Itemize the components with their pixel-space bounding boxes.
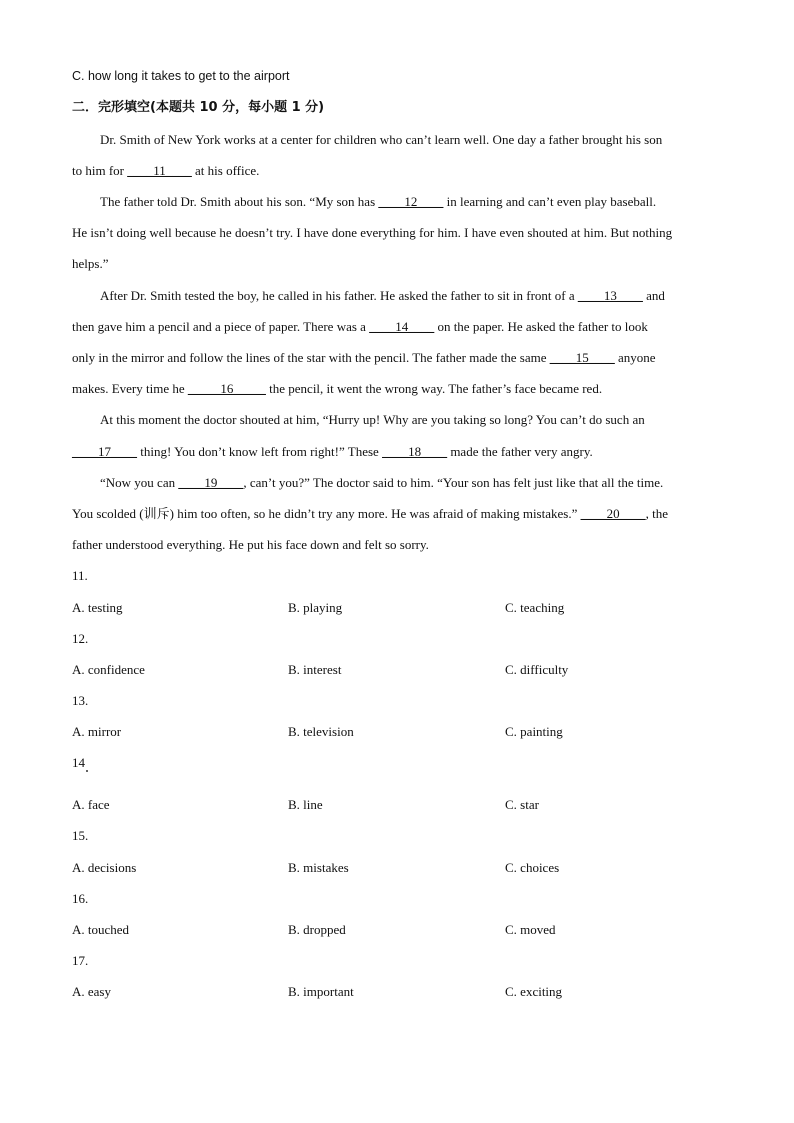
- passage-text: At this moment the doctor shouted at him, “Hurry up! Why are you taking so long? You can’t do such an: [100, 412, 645, 427]
- blank-11: ____11____: [127, 163, 192, 178]
- blank-12: ____12____: [378, 194, 444, 209]
- option-c[interactable]: C. moved: [505, 922, 556, 937]
- question-number: 16.: [72, 891, 89, 906]
- passage-text: thing! You don’t know left from right!” These: [137, 444, 383, 459]
- passage-text: in learning and can’t even play baseball.: [443, 194, 657, 209]
- passage-line: [72, 256, 108, 272]
- blank-13: ____13____: [577, 288, 643, 303]
- option-b[interactable]: B. dropped: [288, 922, 346, 937]
- passage-text: makes. Every time he: [72, 381, 188, 396]
- option-a[interactable]: A. face: [72, 797, 110, 812]
- passage-line: [72, 350, 656, 366]
- option-b[interactable]: B. interest: [288, 662, 342, 677]
- passage-text: and: [642, 288, 665, 303]
- passage-text: , the: [645, 506, 668, 521]
- blank-18: ____18____: [382, 444, 448, 459]
- passage-line: [72, 537, 429, 553]
- passage-line: [72, 444, 593, 460]
- passage-line: [100, 132, 662, 148]
- passage-line: [100, 194, 656, 210]
- passage-text: then gave him a pencil and a piece of paper. There was a: [72, 319, 370, 334]
- option-c[interactable]: C. difficulty: [505, 662, 569, 677]
- passage-text: the pencil, it went the wrong way. The father’s face became red.: [265, 381, 603, 396]
- option-c[interactable]: C. teaching: [505, 600, 565, 615]
- option-a[interactable]: A. easy: [72, 984, 111, 999]
- option-b[interactable]: B. television: [288, 724, 354, 739]
- option-a[interactable]: A. testing: [72, 600, 123, 615]
- option-c[interactable]: C. star: [505, 797, 539, 812]
- question-number: 12.: [72, 631, 89, 646]
- passage-text: Dr. Smith of New York works at a center for children who can’t learn well. One day a father brought his son: [100, 132, 663, 147]
- option-a[interactable]: A. confidence: [72, 662, 145, 677]
- passage-text: father understood everything. He put his face down and felt so sorry.: [72, 537, 429, 552]
- blank-17: ____17____: [72, 444, 137, 459]
- question-number: 11.: [72, 568, 88, 583]
- option-c[interactable]: C. exciting: [505, 984, 563, 999]
- option-b[interactable]: B. mistakes: [288, 860, 349, 875]
- option-a[interactable]: A. touched: [72, 922, 130, 937]
- passage-line: [72, 506, 668, 522]
- option-a[interactable]: A. decisions: [72, 860, 137, 875]
- passage-text: anyone: [614, 350, 656, 365]
- passage-line: [72, 319, 648, 335]
- passage-text: The father told Dr. Smith about his son. “My son has: [100, 194, 379, 209]
- passage-text: , can’t you?” The doctor said to him. “Your son has felt just like that all the time.: [243, 475, 664, 490]
- section-title: 二．完形填空(本题共 10 分，每小题 1 分): [72, 100, 325, 115]
- passage-text: only in the mirror and follow the lines of the star with the pencil. The father made the same: [72, 350, 550, 365]
- blank-14: ____14____: [369, 319, 435, 334]
- passage-text: on the paper. He asked the father to look: [434, 319, 648, 334]
- passage-text: After Dr. Smith tested the boy, he called in his father. He asked the father to sit in front of a: [100, 288, 578, 303]
- question-number: 15.: [72, 828, 89, 843]
- passage-text: He isn’t doing well because he doesn’t try. I have done everything for him. I have even shouted at him. But nothing: [72, 225, 673, 240]
- question-number: 13.: [72, 693, 89, 708]
- passage-line: [100, 412, 645, 428]
- option-c[interactable]: C. choices: [505, 860, 560, 875]
- passage-line: [100, 475, 663, 491]
- passage-text: at his office.: [191, 163, 260, 178]
- passage-text: You scolded (训斥) him too often, so he didn’t try any more. He was afraid of making mistakes.”: [72, 506, 581, 521]
- question-number: 14: [72, 755, 85, 770]
- passage-line: [100, 288, 665, 304]
- option-b[interactable]: B. important: [288, 984, 354, 999]
- option-a[interactable]: A. mirror: [72, 724, 122, 739]
- blank-16: _____16_____: [187, 381, 266, 396]
- passage-line: [72, 163, 259, 179]
- option-b[interactable]: B. line: [288, 797, 323, 812]
- blank-20: ____20____: [580, 506, 646, 521]
- passage-line: [72, 225, 672, 241]
- blank-15: ____15____: [549, 350, 615, 365]
- passage-text: made the father very angry.: [447, 444, 593, 459]
- option-c[interactable]: C. painting: [505, 724, 563, 739]
- blank-19: ____19____: [178, 475, 244, 490]
- question-number: 17.: [72, 953, 89, 968]
- stray-dot: [86, 770, 88, 772]
- passage-text: to him for: [72, 163, 128, 178]
- passage-text: helps.”: [72, 256, 109, 271]
- passage-line: [72, 381, 602, 397]
- passage-text: “Now you can: [100, 475, 179, 490]
- previous-option-c: C. how long it takes to get to the airport: [72, 69, 290, 83]
- option-b[interactable]: B. playing: [288, 600, 343, 615]
